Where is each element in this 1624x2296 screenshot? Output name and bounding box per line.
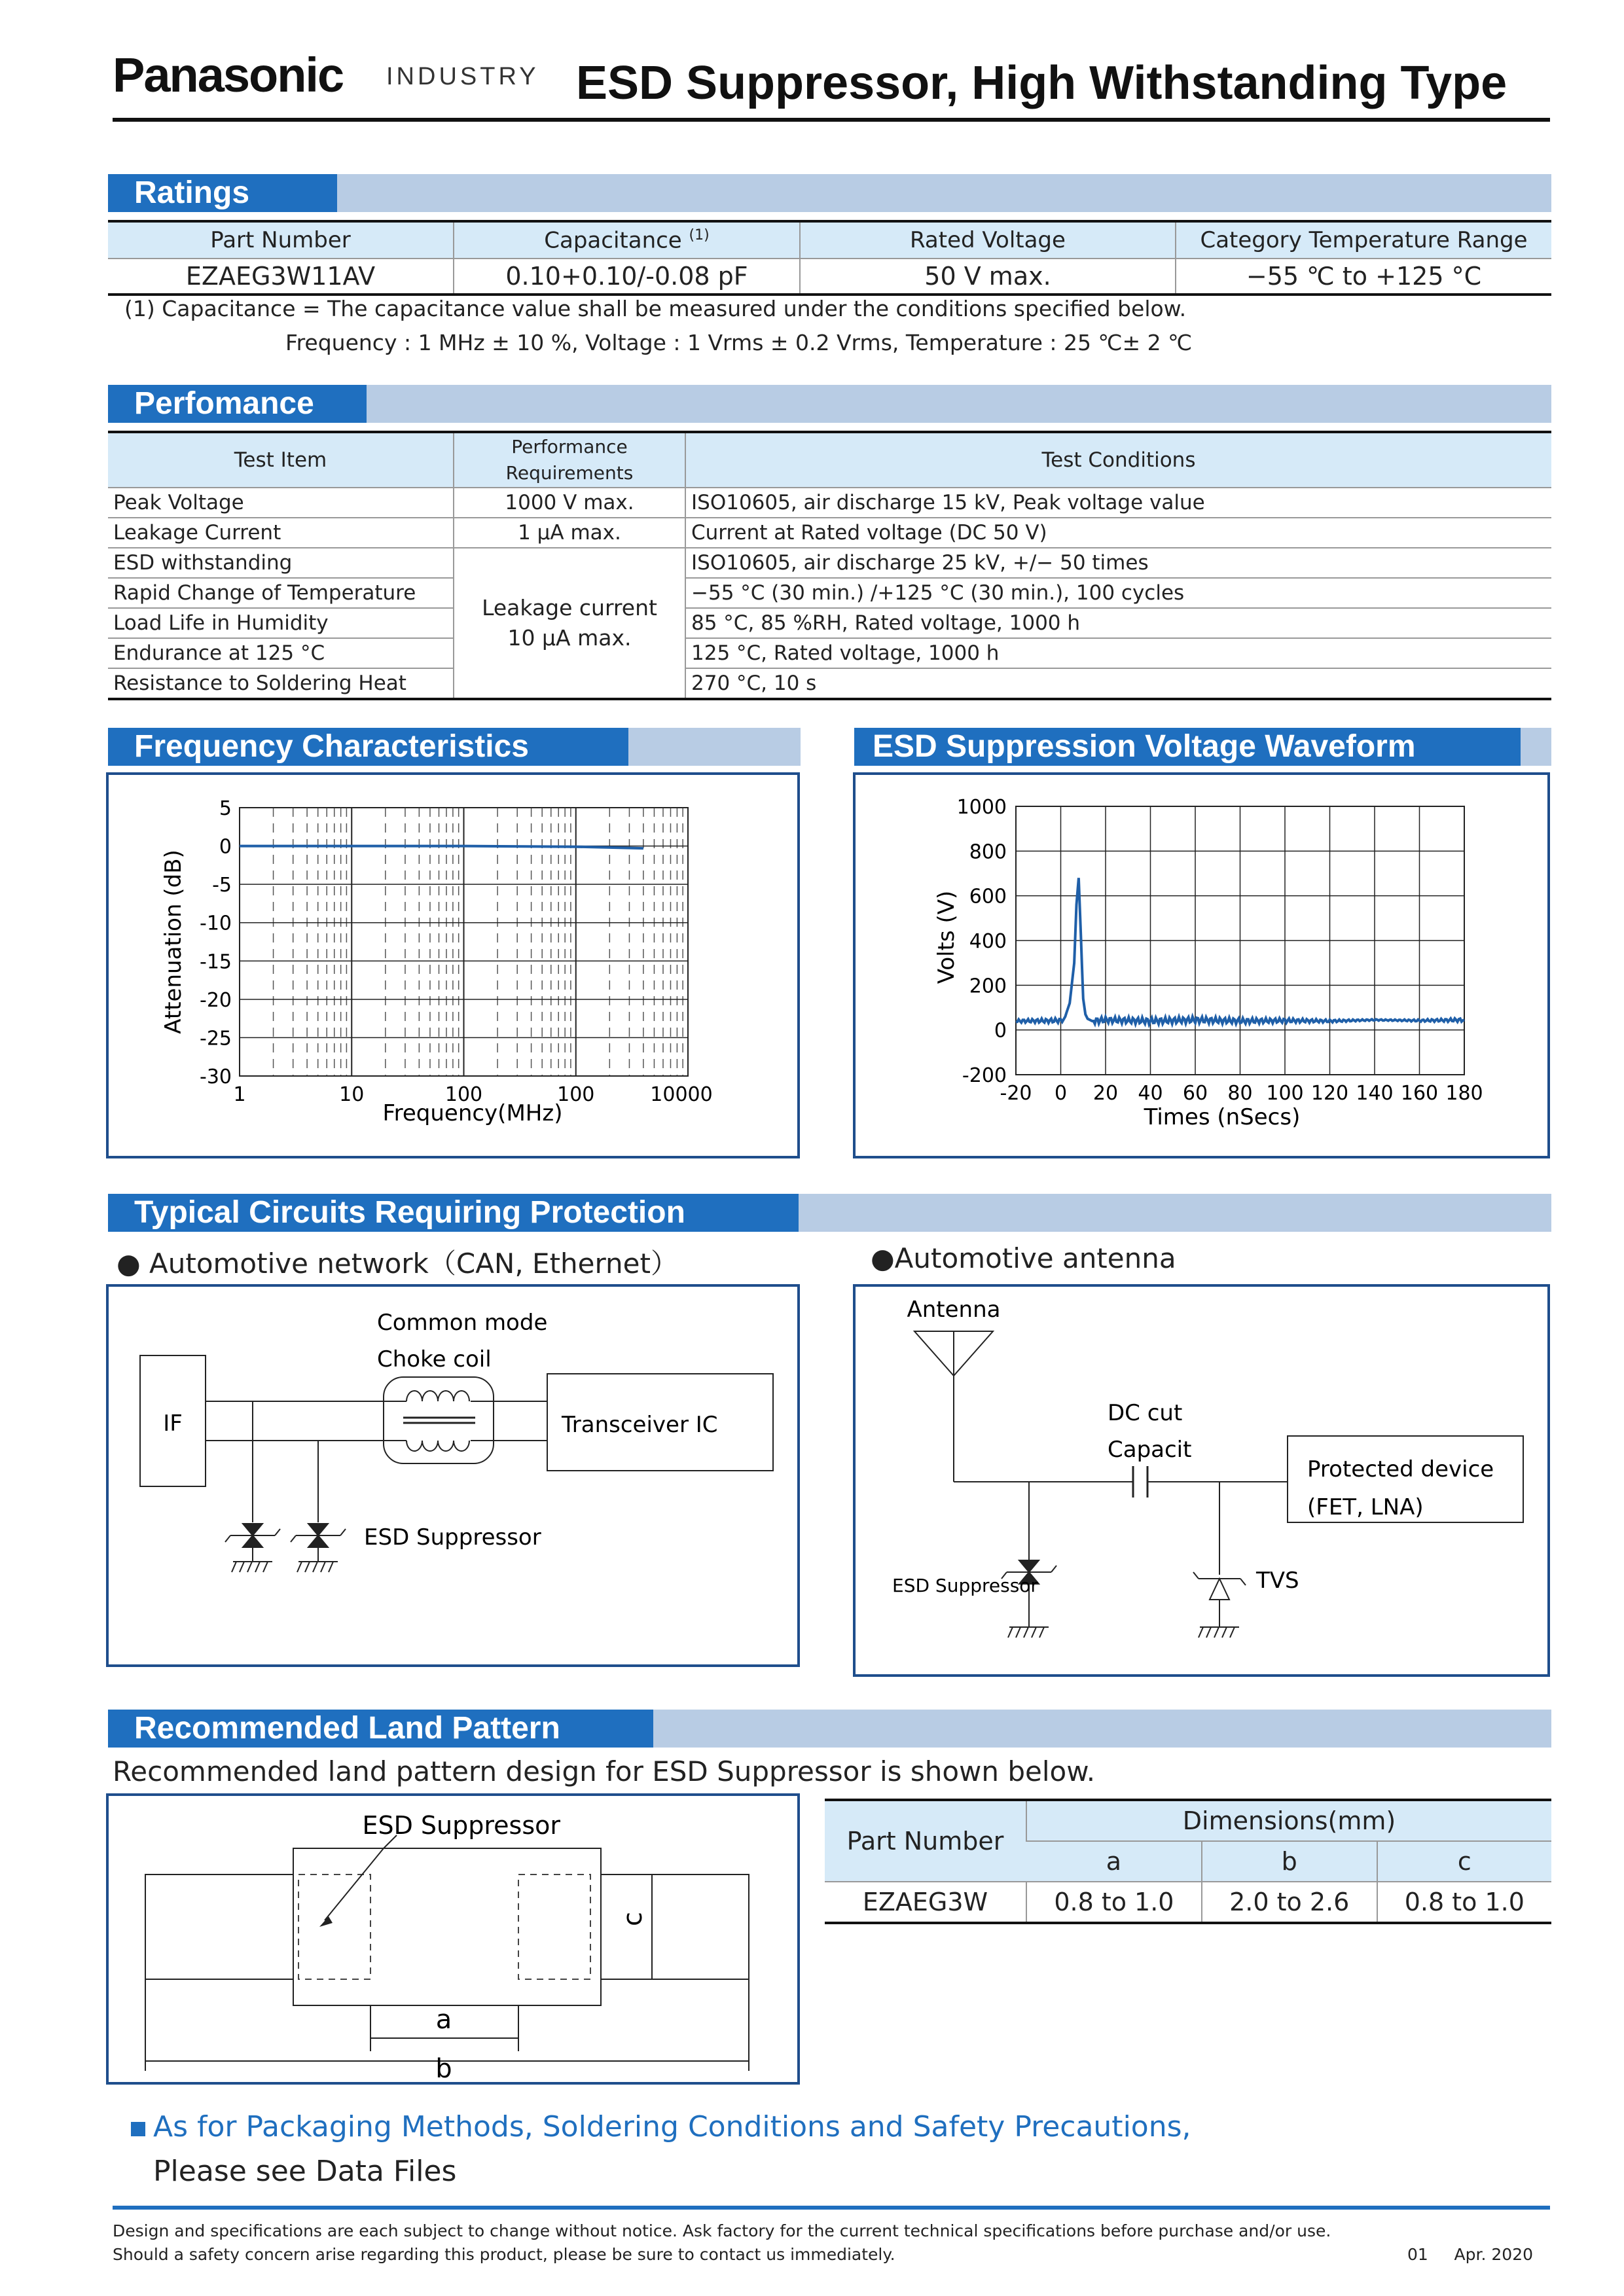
- freq-x-axis-label: Frequency(MHz): [382, 1100, 563, 1126]
- ratings-header-part: Part Number: [108, 221, 454, 259]
- freq-y-tick: -5: [212, 874, 232, 897]
- land-intro: Recommended land pattern design for ESD Suppressor is shown below.: [113, 1755, 1096, 1787]
- esd-y-tick-labels: [957, 796, 1007, 1087]
- ground-icon: [232, 1562, 272, 1572]
- dim-a-label: a: [435, 2005, 452, 2035]
- if-label: IF: [163, 1410, 183, 1437]
- ratings-table: [108, 220, 1551, 296]
- esd-x-tick: 120: [1310, 1082, 1349, 1105]
- freq-y-tick: -15: [200, 950, 232, 974]
- ground-icon: [1199, 1627, 1239, 1638]
- freq-y-tick: -30: [200, 1066, 232, 1088]
- freq-chart-frame: [106, 772, 800, 1158]
- freq-x-tick: 100: [557, 1083, 595, 1106]
- land-dimension-table: [825, 1799, 1551, 1924]
- esd-x-tick: 160: [1400, 1082, 1439, 1105]
- network-circuit-frame: [106, 1284, 800, 1667]
- esd-y-tick: -200: [962, 1064, 1007, 1087]
- document-title: ESD Suppressor, High Withstanding Type: [576, 57, 1507, 109]
- perf-item: Load Life in Humidity: [108, 608, 454, 638]
- esd-x-tick: 80: [1227, 1082, 1253, 1105]
- network-circuit-diagram: [109, 1287, 797, 1664]
- perf-row: [108, 668, 1551, 699]
- esd-suppressor-icon: [291, 1524, 346, 1562]
- esd-y-axis-label: Volts (V): [933, 890, 960, 984]
- esd-y-tick: 600: [969, 885, 1007, 908]
- choke-label-1: Common mode: [377, 1310, 548, 1336]
- perf-shared-line1: Leakage current: [482, 595, 657, 620]
- land-diagram-label: ESD Suppressor: [362, 1811, 560, 1840]
- perf-condition: 85 °C, 85 %RH, Rated voltage, 1000 h: [685, 608, 1551, 638]
- perf-header-requirements: Performance Requirements: [454, 432, 685, 488]
- freq-y-tick: -20: [200, 988, 232, 1012]
- perf-row: [108, 578, 1551, 608]
- ratings-header-row: [108, 221, 1551, 259]
- land-dim-c: 0.8 to 1.0: [1377, 1882, 1551, 1923]
- data-files-note: Please see Data Files: [153, 2155, 457, 2188]
- freq-x-tick: 1: [233, 1083, 246, 1106]
- ratings-header-voltage: Rated Voltage: [800, 221, 1176, 259]
- perf-item: ESD withstanding: [108, 548, 454, 578]
- esd-x-tick: 180: [1445, 1082, 1483, 1105]
- perf-row: [108, 638, 1551, 668]
- esd-chart-frame: [853, 772, 1550, 1158]
- esd-y-tick: 0: [994, 1019, 1007, 1043]
- right-pad: [601, 1874, 749, 1979]
- perf-row: [108, 548, 1551, 578]
- perf-header-item: Test Item: [108, 432, 454, 488]
- tvs-label: TVS: [1256, 1568, 1299, 1594]
- ratings-part-number: EZAEG3W11AV: [185, 262, 376, 291]
- footer-disclaimer-1: Design and specifications are each subject to change without notice. Ask factory for the current technical specifications before purchase and/or use.: [113, 2221, 1331, 2240]
- perf-shared-line2: 10 μA max.: [507, 625, 632, 651]
- freq-x-tick: 100: [444, 1083, 483, 1106]
- ratings-header-temperature: Category Temperature Range: [1176, 221, 1551, 259]
- perf-item: Peak Voltage: [108, 488, 454, 518]
- freq-y-tick-labels: [200, 797, 232, 1088]
- protected-device-label-2: (FET, LNA): [1307, 1494, 1424, 1520]
- ground-icon: [297, 1562, 338, 1572]
- freq-x-tick: 10000: [650, 1083, 713, 1106]
- perf-item: Rapid Change of Temperature: [108, 578, 454, 608]
- capacitance-conditions: Frequency : 1 MHz ± 10 %, Voltage : 1 Vrms ± 0.2 Vrms, Temperature : 25 ℃± 2 ℃: [285, 330, 1193, 355]
- perf-row: [108, 488, 1551, 518]
- esd-x-tick: 60: [1182, 1082, 1208, 1105]
- dc-cut-label-1: DC cut: [1108, 1400, 1183, 1426]
- land-dim-a: 0.8 to 1.0: [1026, 1882, 1202, 1923]
- esd-x-axis-label: Times (nSecs): [1144, 1104, 1301, 1130]
- esd-x-tick: -20: [1000, 1082, 1032, 1105]
- perf-condition: 125 °C, Rated voltage, 1000 h: [685, 638, 1551, 668]
- choke-coil-icon: [384, 1377, 494, 1463]
- ratings-header-capacitance: [454, 221, 800, 259]
- antenna-wires: [954, 1482, 1288, 1575]
- perf-condition: ISO10605, air discharge 25 kV, +/− 50 times: [685, 548, 1551, 578]
- land-dim-b: 2.0 to 2.6: [1202, 1882, 1377, 1923]
- choke-label-2: Choke coil: [377, 1346, 492, 1372]
- perf-condition: 270 °C, 10 s: [685, 668, 1551, 699]
- esd-x-tick-labels: [1000, 1082, 1483, 1105]
- antenna-esd-label: ESD Suppressor: [892, 1575, 1038, 1596]
- freq-y-tick: -10: [200, 912, 232, 935]
- perf-condition: Current at Rated voltage (DC 50 V): [685, 518, 1551, 548]
- land-pattern-frame: [106, 1793, 800, 2085]
- left-pad: [145, 1874, 293, 1979]
- land-header-dimensions: Dimensions(mm): [1026, 1800, 1551, 1841]
- perf-condition: ISO10605, air discharge 15 kV, Peak voltage value: [685, 488, 1551, 518]
- performance-table: [108, 431, 1551, 700]
- esd-suppressor-icon: [225, 1524, 280, 1562]
- signal-lines: [206, 1401, 547, 1522]
- land-header-b: b: [1202, 1841, 1377, 1882]
- ratings-temperature: −55 ℃ to +125 °C: [1176, 259, 1551, 295]
- land-table-header-row: [825, 1800, 1551, 1841]
- title-rule: [113, 118, 1550, 122]
- frequency-chart: [109, 775, 797, 1156]
- packaging-note: As for Packaging Methods, Soldering Conditions and Safety Precautions,: [153, 2110, 1191, 2144]
- capacitance-label: Capacitance: [544, 227, 682, 254]
- esd-suppressor-label: ESD Suppressor: [364, 1524, 541, 1551]
- ratings-row: [108, 259, 1551, 295]
- capacitor-icon: [1133, 1466, 1147, 1498]
- footer-revision: 01 Apr. 2020: [1407, 2245, 1534, 2264]
- antenna-circuit-diagram: [856, 1287, 1547, 1674]
- ground-icon: [1008, 1627, 1049, 1638]
- perf-item: Resistance to Soldering Heat: [108, 668, 454, 699]
- esd-y-tick: 400: [969, 930, 1007, 953]
- dc-cut-label-2: Capacit: [1108, 1437, 1192, 1463]
- ratings-capacitance: 0.10+0.10/-0.08 pF: [454, 259, 800, 295]
- freq-y-tick: 0: [219, 835, 232, 859]
- land-header-a: a: [1026, 1841, 1202, 1882]
- footer-rule: [113, 2206, 1550, 2210]
- perf-row: [108, 518, 1551, 548]
- freq-y-tick: 5: [219, 797, 232, 820]
- esd-x-tick: 140: [1356, 1082, 1394, 1105]
- land-part-number: EZAEG3W: [862, 1888, 988, 1916]
- ratings-voltage: 50 V max.: [800, 259, 1176, 295]
- brand-logo: Panasonic: [113, 48, 344, 102]
- land-header-part: Part Number: [825, 1800, 1026, 1882]
- dim-b-label: b: [435, 2054, 452, 2082]
- circuits-section-title: Typical Circuits Requiring Protection: [108, 1194, 799, 1232]
- square-bullet-icon: [131, 2122, 145, 2136]
- land-pattern-diagram: [109, 1796, 797, 2082]
- capacitance-note: (1) Capacitance = The capacitance value shall be measured under the conditions specified below.: [124, 296, 1187, 321]
- transceiver-label: Transceiver IC: [562, 1412, 718, 1438]
- esd-y-tick: 200: [969, 975, 1007, 998]
- esd-section-title: ESD Suppression Voltage Waveform: [854, 728, 1521, 766]
- footer-disclaimer-2: Should a safety concern arise regarding this product, please be sure to contact us immediately.: [113, 2245, 895, 2264]
- ratings-section-title: Ratings: [108, 174, 337, 212]
- perf-row: [108, 608, 1551, 638]
- antenna-icon: [914, 1331, 993, 1482]
- antenna-circuit-frame: [853, 1284, 1550, 1677]
- esd-y-tick: 800: [969, 840, 1007, 864]
- network-bullet: ● Automotive network（CAN, Ethernet）: [117, 1247, 678, 1280]
- perf-header-conditions: Test Conditions: [685, 432, 1551, 488]
- component-outline: [293, 1848, 601, 2005]
- antenna-bullet: ●Automotive antenna: [871, 1242, 1176, 1274]
- freq-y-tick: -25: [200, 1027, 232, 1050]
- esd-waveform-chart: [856, 775, 1547, 1156]
- antenna-label: Antenna: [907, 1297, 1001, 1323]
- esd-x-tick: 100: [1266, 1082, 1304, 1105]
- freq-x-tick: 10: [339, 1083, 365, 1106]
- land-section-title: Recommended Land Pattern: [108, 1710, 653, 1748]
- perf-requirement: 1 μA max.: [454, 518, 685, 548]
- tvs-diode-icon: [1193, 1572, 1246, 1627]
- perf-item: Endurance at 125 °C: [108, 638, 454, 668]
- esd-x-tick: 40: [1138, 1082, 1163, 1105]
- freq-y-axis-label: Attenuation (dB): [160, 850, 187, 1034]
- perf-requirement-shared: [454, 548, 685, 699]
- brand-subtitle: INDUSTRY: [386, 63, 539, 90]
- perf-condition: −55 °C (30 min.) /+125 °C (30 min.), 100 cycles: [685, 578, 1551, 608]
- performance-header-row: [108, 432, 1551, 488]
- esd-x-tick: 20: [1092, 1082, 1119, 1105]
- capacitance-footnote-mark: (1): [689, 226, 710, 243]
- performance-section-title: Perfomance: [108, 385, 367, 423]
- esd-x-tick: 0: [1054, 1082, 1068, 1105]
- protected-device-label-1: Protected device: [1307, 1456, 1494, 1482]
- land-header-c: c: [1377, 1841, 1551, 1882]
- perf-requirement: 1000 V max.: [454, 488, 685, 518]
- freq-section-title: Frequency Characteristics: [108, 728, 628, 766]
- land-table-row: [825, 1882, 1551, 1923]
- dim-c-label: c: [618, 1912, 648, 1926]
- esd-y-tick: 1000: [956, 796, 1007, 819]
- perf-item: Leakage Current: [108, 518, 454, 548]
